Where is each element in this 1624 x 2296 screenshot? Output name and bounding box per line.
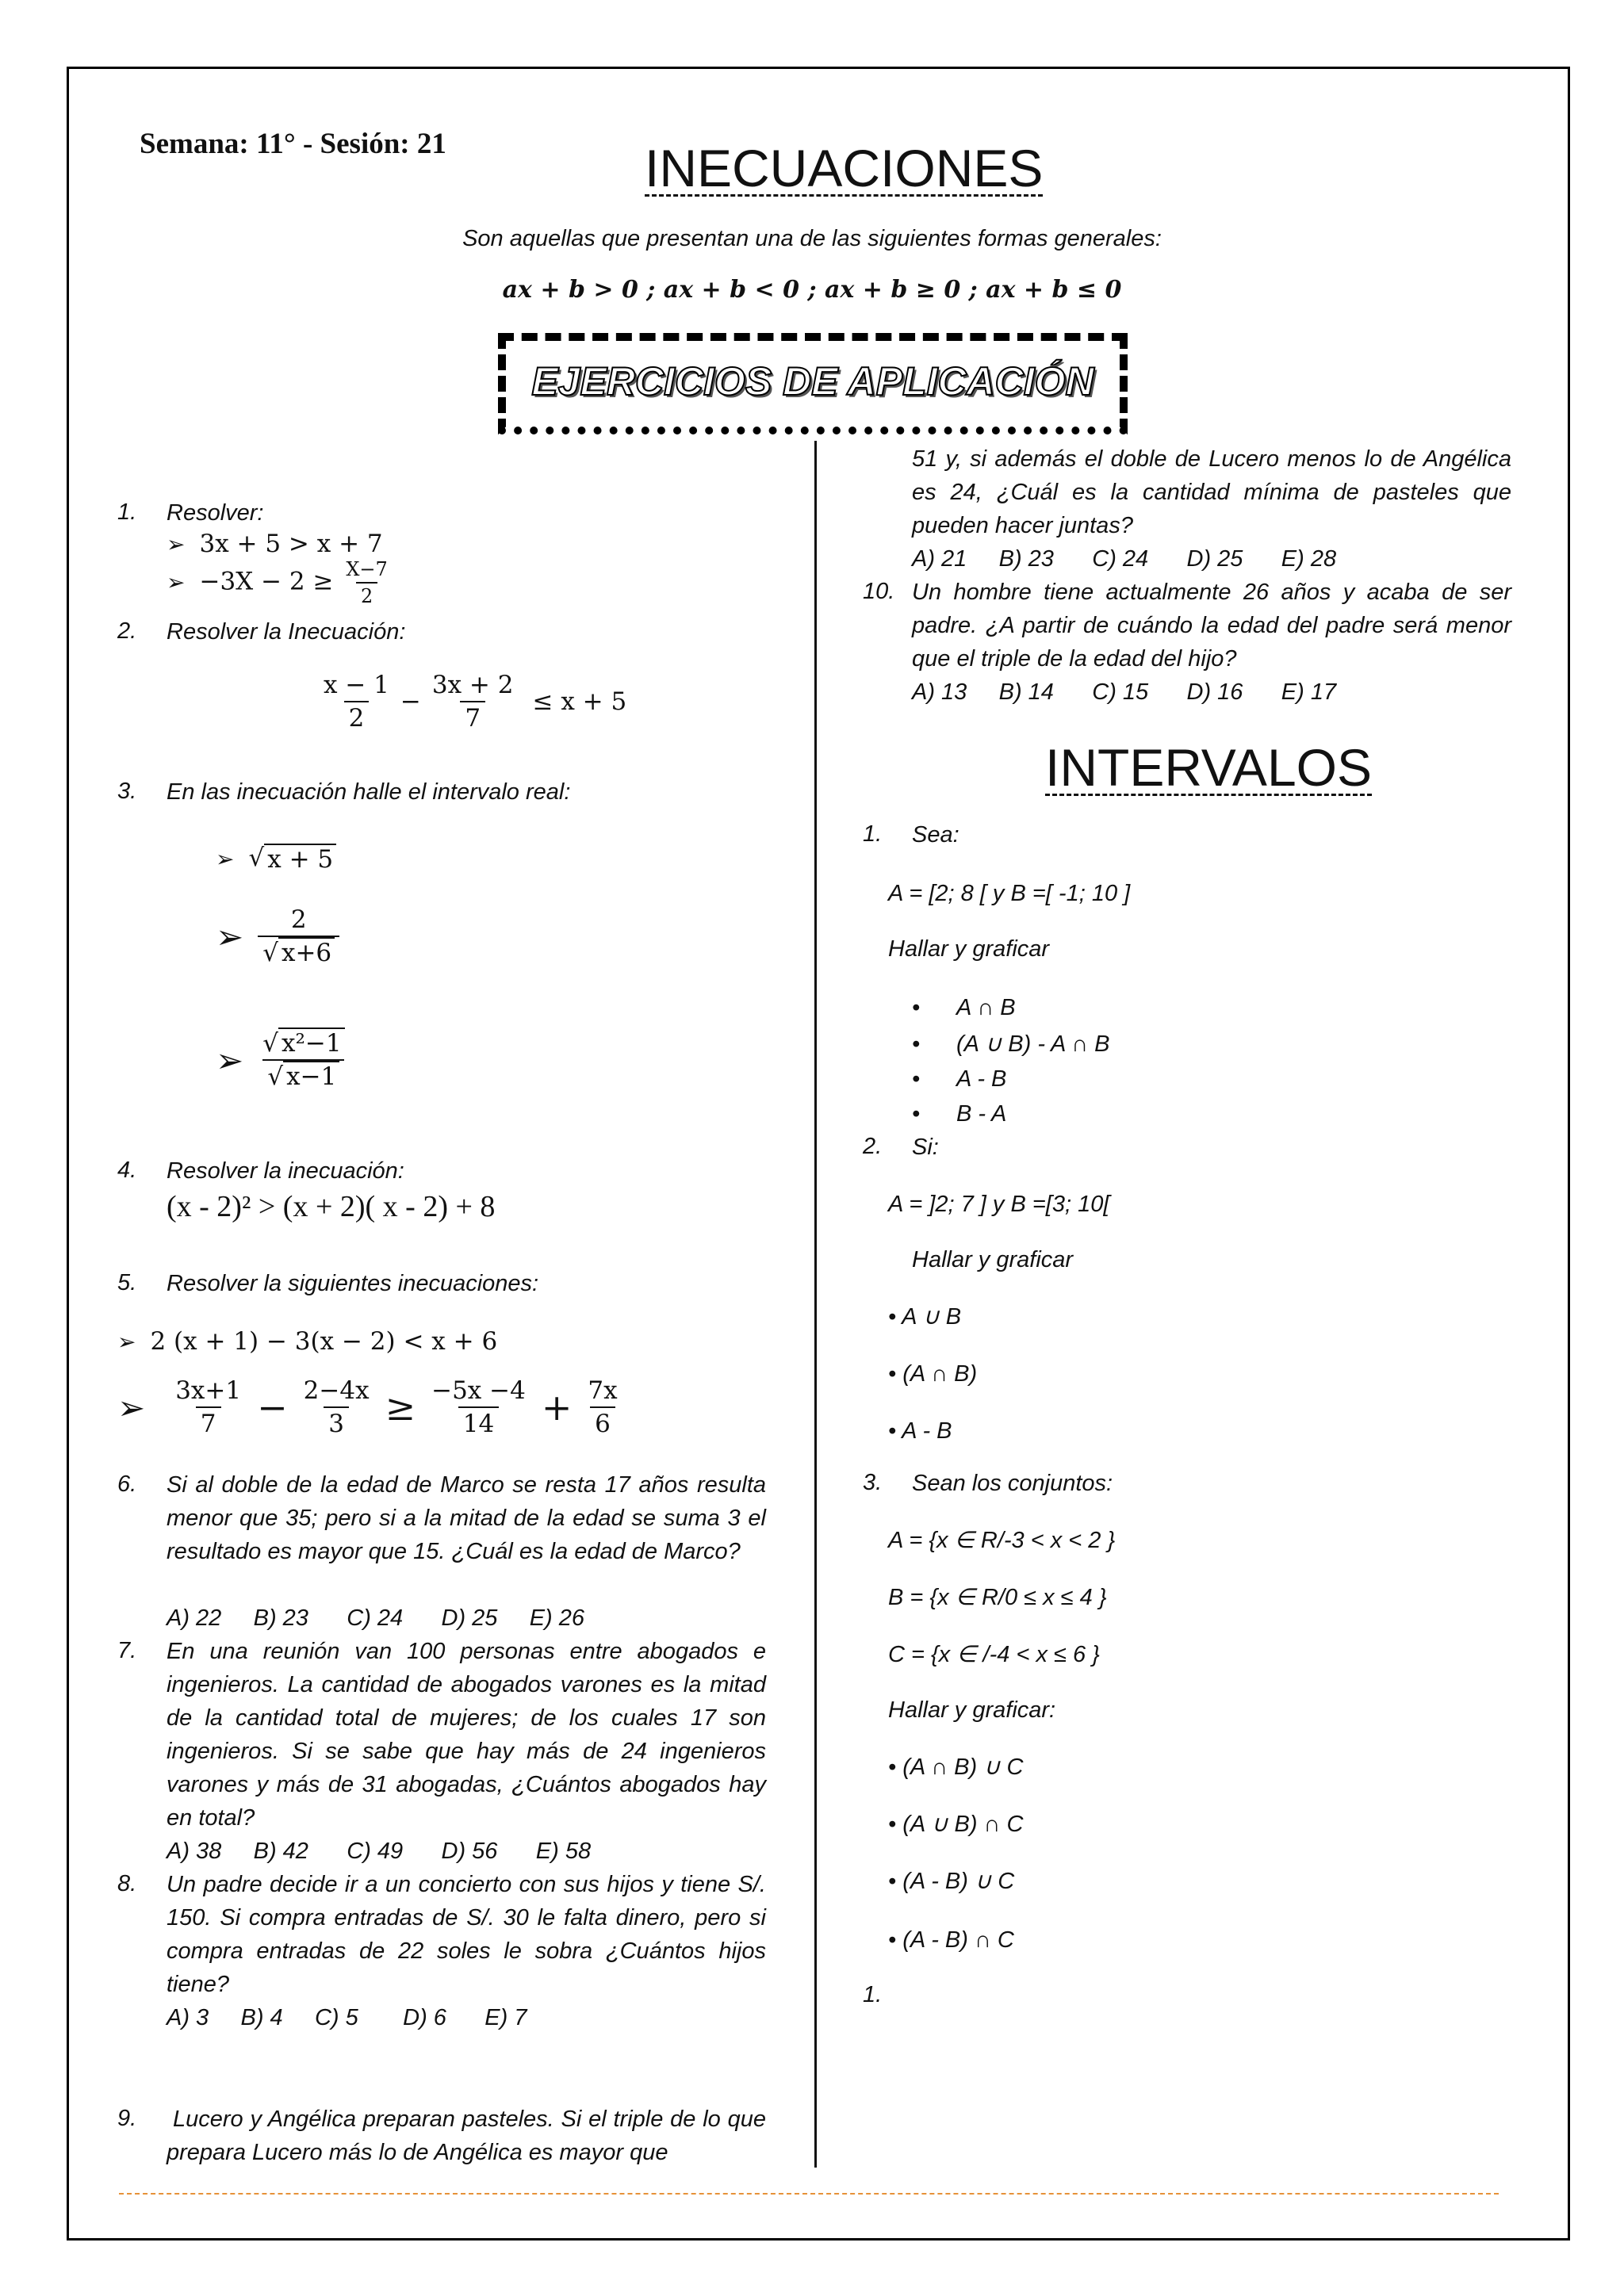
question-text: Si: — [912, 1135, 939, 1160]
answer-options: A) 21 B) 23 C) 24 D) 25 E) 28 — [912, 546, 1337, 572]
list-item: • (A - B) ∪ C — [888, 1869, 1015, 1894]
dot-bullet-icon: • — [888, 1869, 903, 1894]
arrow-bullet-icon: ➢ — [216, 1040, 244, 1080]
arrow-bullet-icon: ➢ — [216, 845, 235, 872]
question-number: 1. — [117, 499, 137, 525]
dot-bullet-icon: • — [888, 1361, 903, 1387]
dot-bullet-icon: • — [912, 1031, 921, 1057]
set-definition: A = [2; 8 [ y B =[ -1; 10 ] — [888, 881, 1131, 906]
question-number: 4. — [117, 1158, 137, 1183]
question-number: 3. — [863, 1470, 883, 1495]
question-number: 5. — [117, 1270, 137, 1295]
radical-item: ➢ √ x + 5 — [216, 844, 336, 874]
dot-bullet-icon: • — [912, 1066, 921, 1092]
dot-bullet-icon: • — [912, 995, 921, 1020]
dot-bullet-icon: • — [888, 1418, 902, 1444]
question-number: 10. — [863, 579, 895, 604]
set-definition: A = ]2; 7 ] y B =[3; 10[ — [888, 1192, 1110, 1217]
question-text: Un hombre tiene actualmente 26 años y acaba de ser padre. ¿A partir de cuándo la edad del padre será menor que el triple de la edad del hijo? — [912, 580, 1511, 672]
set-definition: B = {x ∈ R/0 ≤ x ≤ 4 } — [888, 1585, 1107, 1610]
equation: 3x + 5 > x + 7 — [199, 530, 383, 558]
exercise-banner-title: EJERCICIOS DE APLICACIÓN — [531, 359, 1094, 404]
equation-item: ➢ $\frac{3x+1}{7}$ − $\frac{2-4x}{3}$ ≥ $\frac{-5x -4}{14}$ + $\frac{7x}{6}$ — [117, 1376, 618, 1438]
answer-options: A) 38 B) 42 C) 49 D) 56 E) 58 — [167, 1839, 592, 1864]
question-text: Resolver la siguientes inecuaciones: — [167, 1271, 539, 1296]
dot-bullet-icon: • — [888, 1755, 903, 1780]
list-item: • A ∩ B — [912, 991, 1016, 1024]
arrow-bullet-icon: ➢ — [167, 568, 186, 595]
general-forms: ax + b > 0 ; ax + b < 0 ; ax + b ≥ 0 ; ax + b ≤ 0 — [502, 276, 1122, 304]
question-number: 6. — [117, 1471, 137, 1497]
footer-rule — [119, 2193, 1499, 2195]
list-item: • A ∪ B — [888, 1304, 962, 1330]
equation-item — [117, 1327, 497, 1356]
arrow-bullet-icon: ➢ — [216, 916, 244, 956]
week-session-label: Semana: 11° - Sesión: 21 — [140, 128, 446, 160]
equation: −3X − 2 ≥ — [199, 567, 334, 596]
dot-bullet-icon: • — [888, 1812, 903, 1837]
equation-item — [167, 558, 393, 607]
task-text: Hallar y graficar — [912, 1247, 1074, 1272]
set-definition: C = {x ∈ /-4 < x ≤ 6 } — [888, 1642, 1100, 1667]
question-text: Sean los conjuntos: — [912, 1471, 1113, 1496]
equation: $\frac{x - 1}{2}$ − $\frac{3x + 2}{7}$ ≤ x + 5 — [324, 671, 627, 733]
list-item: • (A ∪ B) ∩ C — [888, 1812, 1024, 1837]
equation: 2 (x + 1) − 3(x − 2) < x + 6 — [150, 1327, 498, 1356]
list-item: • (A ∪ B) - A ∩ B — [912, 1027, 1110, 1061]
answer-options: A) 3 B) 4 C) 5 D) 6 E) 7 — [167, 2005, 527, 2030]
question-text: Si al doble de la edad de Marco se resta 17 años resulta menor que 35; pero si a la mitad de la edad se suma 3 el resultado es mayor que 15. ¿Cuál es la edad de Marco? — [167, 1472, 766, 1564]
arrow-bullet-icon: ➢ — [117, 1387, 146, 1427]
question-number: 2. — [863, 1134, 883, 1159]
question-text: En las inecuación halle el intervalo real: — [167, 779, 571, 805]
list-item: • A - B — [888, 1418, 952, 1444]
question-number: 7. — [117, 1638, 137, 1663]
column-divider — [814, 441, 817, 2168]
dot-bullet-icon: • — [888, 1927, 903, 1953]
radical-item: ➢ $\frac{2}{√ x+6}$ — [216, 905, 339, 967]
task-text: Hallar y graficar — [888, 936, 1050, 962]
list-item: • B - A — [912, 1097, 1006, 1131]
intervals-title: INTERVALOS — [1045, 738, 1373, 797]
list-item: • (A ∩ B) — [888, 1361, 978, 1387]
list-item: • (A - B) ∩ C — [888, 1927, 1014, 1953]
question-text: Resolver: — [167, 500, 264, 526]
question-number: 8. — [117, 1871, 137, 1896]
task-text: Hallar y graficar: — [888, 1697, 1056, 1723]
radical-item: ➢ $\frac{\text{√ x²−1}}{√ x-1}$ — [216, 1029, 350, 1091]
question-text: En una reunión van 100 personas entre abogados e ingenieros. La cantidad de abogados varones es la mitad de la cantidad total de mujeres; de los cuales 17 son ingenieros. Si se sabe que hay más de 24 ingenieros varones y más de 31 abogadas, ¿Cuántos abogados hay en total? — [167, 1639, 766, 1831]
question-number: 1. — [863, 821, 883, 847]
equation-item — [167, 530, 383, 558]
question-text: Lucero y Angélica preparan pasteles. Si el triple de lo que prepara Lucero más lo de Angélica es mayor que — [167, 2107, 766, 2165]
fraction: $\frac{X-7}{2}$ — [346, 558, 388, 607]
list-item: • (A ∩ B) ∪ C — [888, 1755, 1024, 1780]
exercise-banner — [498, 333, 1128, 434]
question-number: 3. — [117, 779, 137, 804]
question-number: 1. — [863, 1982, 883, 2007]
arrow-bullet-icon: ➢ — [167, 531, 186, 557]
question-text: Sea: — [912, 822, 959, 848]
equation: (x - 2)² > (x + 2)( x - 2) + 8 — [167, 1190, 496, 1223]
question-text-continued: 51 y, si además el doble de Lucero menos lo de Angélica es 24, ¿Cuál es la cantidad mínima de pasteles que pueden hacer juntas? — [912, 446, 1511, 538]
arrow-bullet-icon: ➢ — [117, 1329, 136, 1355]
question-number: 9. — [117, 2106, 137, 2131]
subtitle: Son aquellas que presentan una de las siguientes formas generales: — [462, 226, 1162, 251]
question-text: Resolver la inecuación: — [167, 1158, 404, 1184]
page-title: INECUACIONES — [645, 139, 1044, 197]
question-text: Un padre decide ir a un concierto con sus hijos y tiene S/. 150. Si compra entradas de S/. 30 le falta dinero, pero si compra entradas de 22 soles le sobra ¿Cuántos hijos tiene? — [167, 1872, 766, 1997]
list-item: • A - B — [912, 1062, 1006, 1096]
answer-options: A) 13 B) 14 C) 15 D) 16 E) 17 — [912, 679, 1337, 705]
answer-options: A) 22 B) 23 C) 24 D) 25 E) 26 — [167, 1605, 585, 1631]
dot-bullet-icon: • — [888, 1304, 902, 1330]
set-definition: A = {x ∈ R/-3 < x < 2 } — [888, 1528, 1116, 1553]
dot-bullet-icon: • — [912, 1101, 921, 1127]
question-number: 2. — [117, 618, 137, 644]
question-text: Resolver la Inecuación: — [167, 619, 406, 645]
